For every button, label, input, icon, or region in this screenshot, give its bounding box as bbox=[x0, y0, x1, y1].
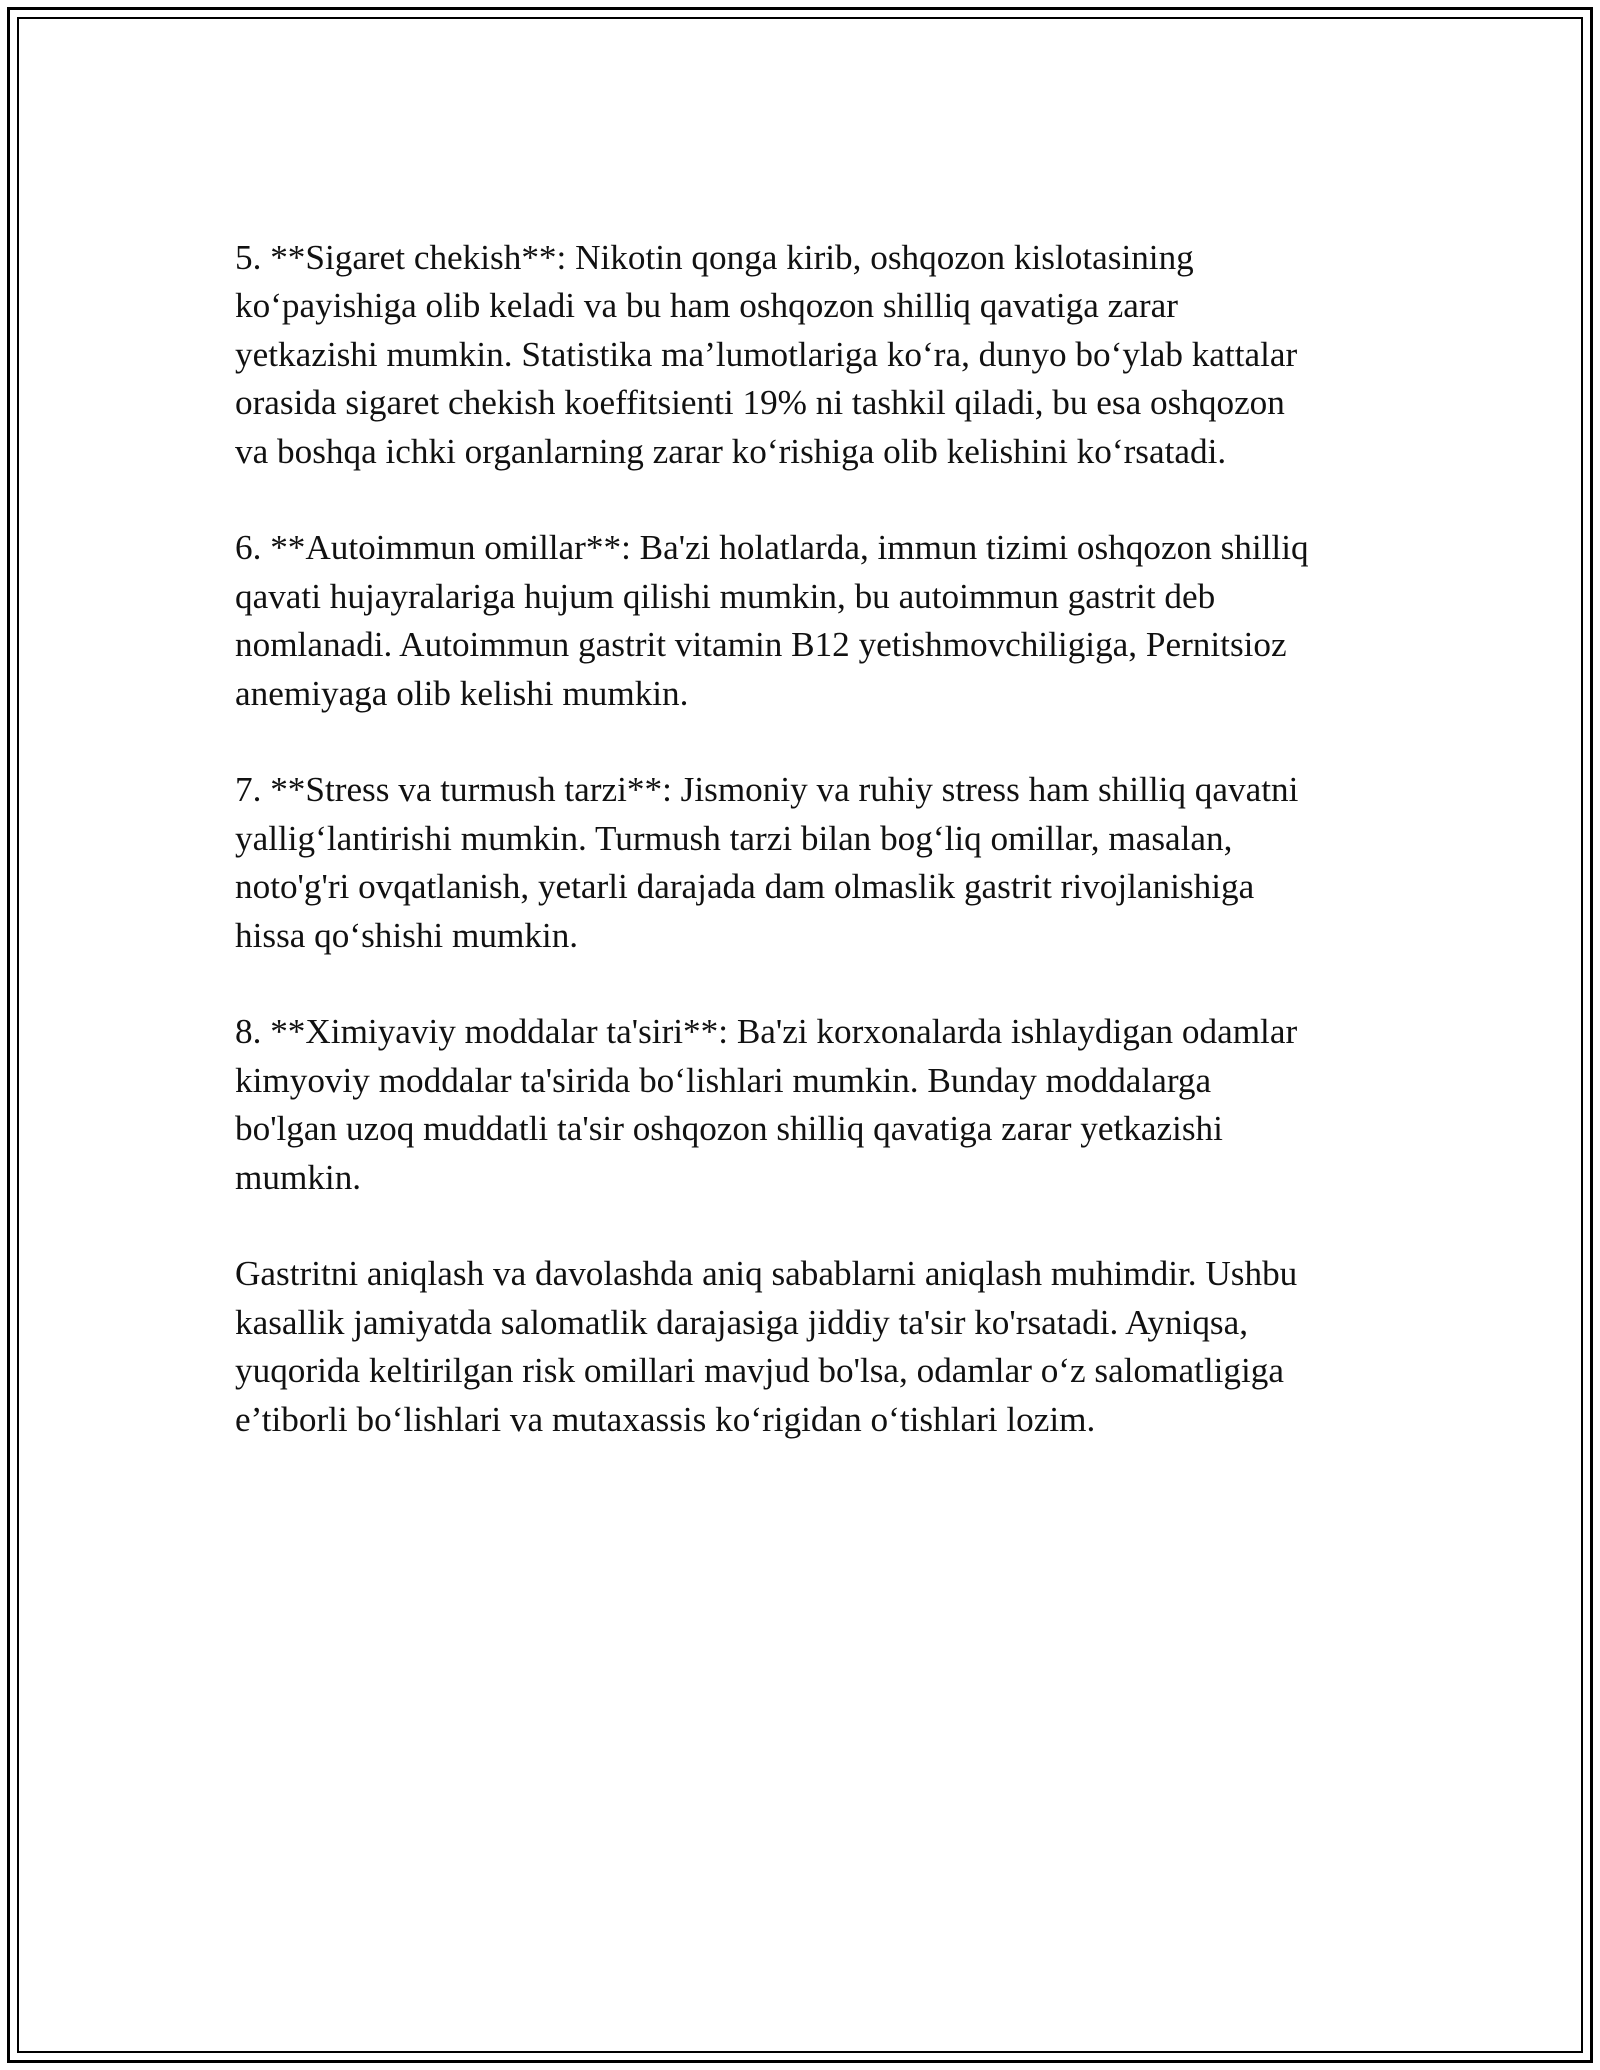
text-line: 8. **Ximiyaviy moddalar ta'siri**: Ba'zi korxonalarda ishlaydigan odamlar bbox=[235, 1012, 1298, 1052]
text-line: 6. **Autoimmun omillar**: Ba'zi holatlarda, immun tizimi oshqozon shilliq bbox=[235, 528, 1309, 568]
text-line: anemiyaga olib kelishi mumkin. bbox=[235, 673, 689, 713]
text-line: yetkazishi mumkin. Statistika ma’lumotlariga ko‘ra, dunyo bo‘ylab kattalar bbox=[235, 334, 1298, 374]
text-line: 7. **Stress va turmush tarzi**: Jismoniy va ruhiy stress ham shilliq qavatni bbox=[235, 770, 1299, 810]
text-line: Gastritni aniqlash va davolashda aniq sabablarni aniqlash muhimdir. Ushbu bbox=[235, 1254, 1298, 1294]
text-line: kimyoviy moddalar ta'sirida bo‘lishlari mumkin. Bunday moddalarga bbox=[235, 1060, 1212, 1100]
text-line: yallig‘lantirishi mumkin. Turmush tarzi bilan bog‘liq omillar, masalan, bbox=[235, 818, 1233, 858]
text-line: yuqorida keltirilgan risk omillari mavjud bo'lsa, odamlar o‘z salomatligiga bbox=[235, 1351, 1285, 1391]
paragraph-chemicals bbox=[235, 1008, 1375, 1202]
paragraph-stress bbox=[235, 766, 1375, 960]
text-line: ko‘payishiga olib keladi va bu ham oshqozon shilliq qavatiga zarar bbox=[235, 286, 1178, 326]
text-line: qavati hujayralariga hujum qilishi mumkin, bu autoimmun gastrit deb bbox=[235, 576, 1216, 616]
text-line: kasallik jamiyatda salomatlik darajasiga jiddiy ta'sir ko'rsatadi. Ayniqsa, bbox=[235, 1302, 1249, 1342]
text-line: mumkin. bbox=[235, 1157, 362, 1197]
paragraph-autoimmune bbox=[235, 524, 1375, 718]
text-line: e’tiborli bo‘lishlari va mutaxassis ko‘rigidan o‘tishlari lozim. bbox=[235, 1399, 1096, 1439]
text-line: va boshqa ichki organlarning zarar ko‘rishiga olib kelishini ko‘rsatadi. bbox=[235, 431, 1227, 471]
text-line: bo'lgan uzoq muddatli ta'sir oshqozon shilliq qavatiga zarar yetkazishi bbox=[235, 1109, 1223, 1149]
text-line: hissa qo‘shishi mumkin. bbox=[235, 915, 579, 955]
paragraph-smoking bbox=[235, 234, 1375, 476]
text-line: 5. **Sigaret chekish**: Nikotin qonga kirib, oshqozon kislotasining bbox=[235, 238, 1194, 277]
paragraph-conclusion bbox=[235, 1250, 1375, 1444]
document-body bbox=[235, 234, 1375, 1492]
text-line: orasida sigaret chekish koeffitsienti 19% ni tashkil qiladi, bu esa oshqozon bbox=[235, 383, 1285, 423]
text-line: nomlanadi. Autoimmun gastrit vitamin B12 yetishmovchiligiga, Pernitsioz bbox=[235, 625, 1287, 665]
text-line: noto'g'ri ovqatlanish, yetarli darajada dam olmaslik gastrit rivojlanishiga bbox=[235, 867, 1255, 907]
